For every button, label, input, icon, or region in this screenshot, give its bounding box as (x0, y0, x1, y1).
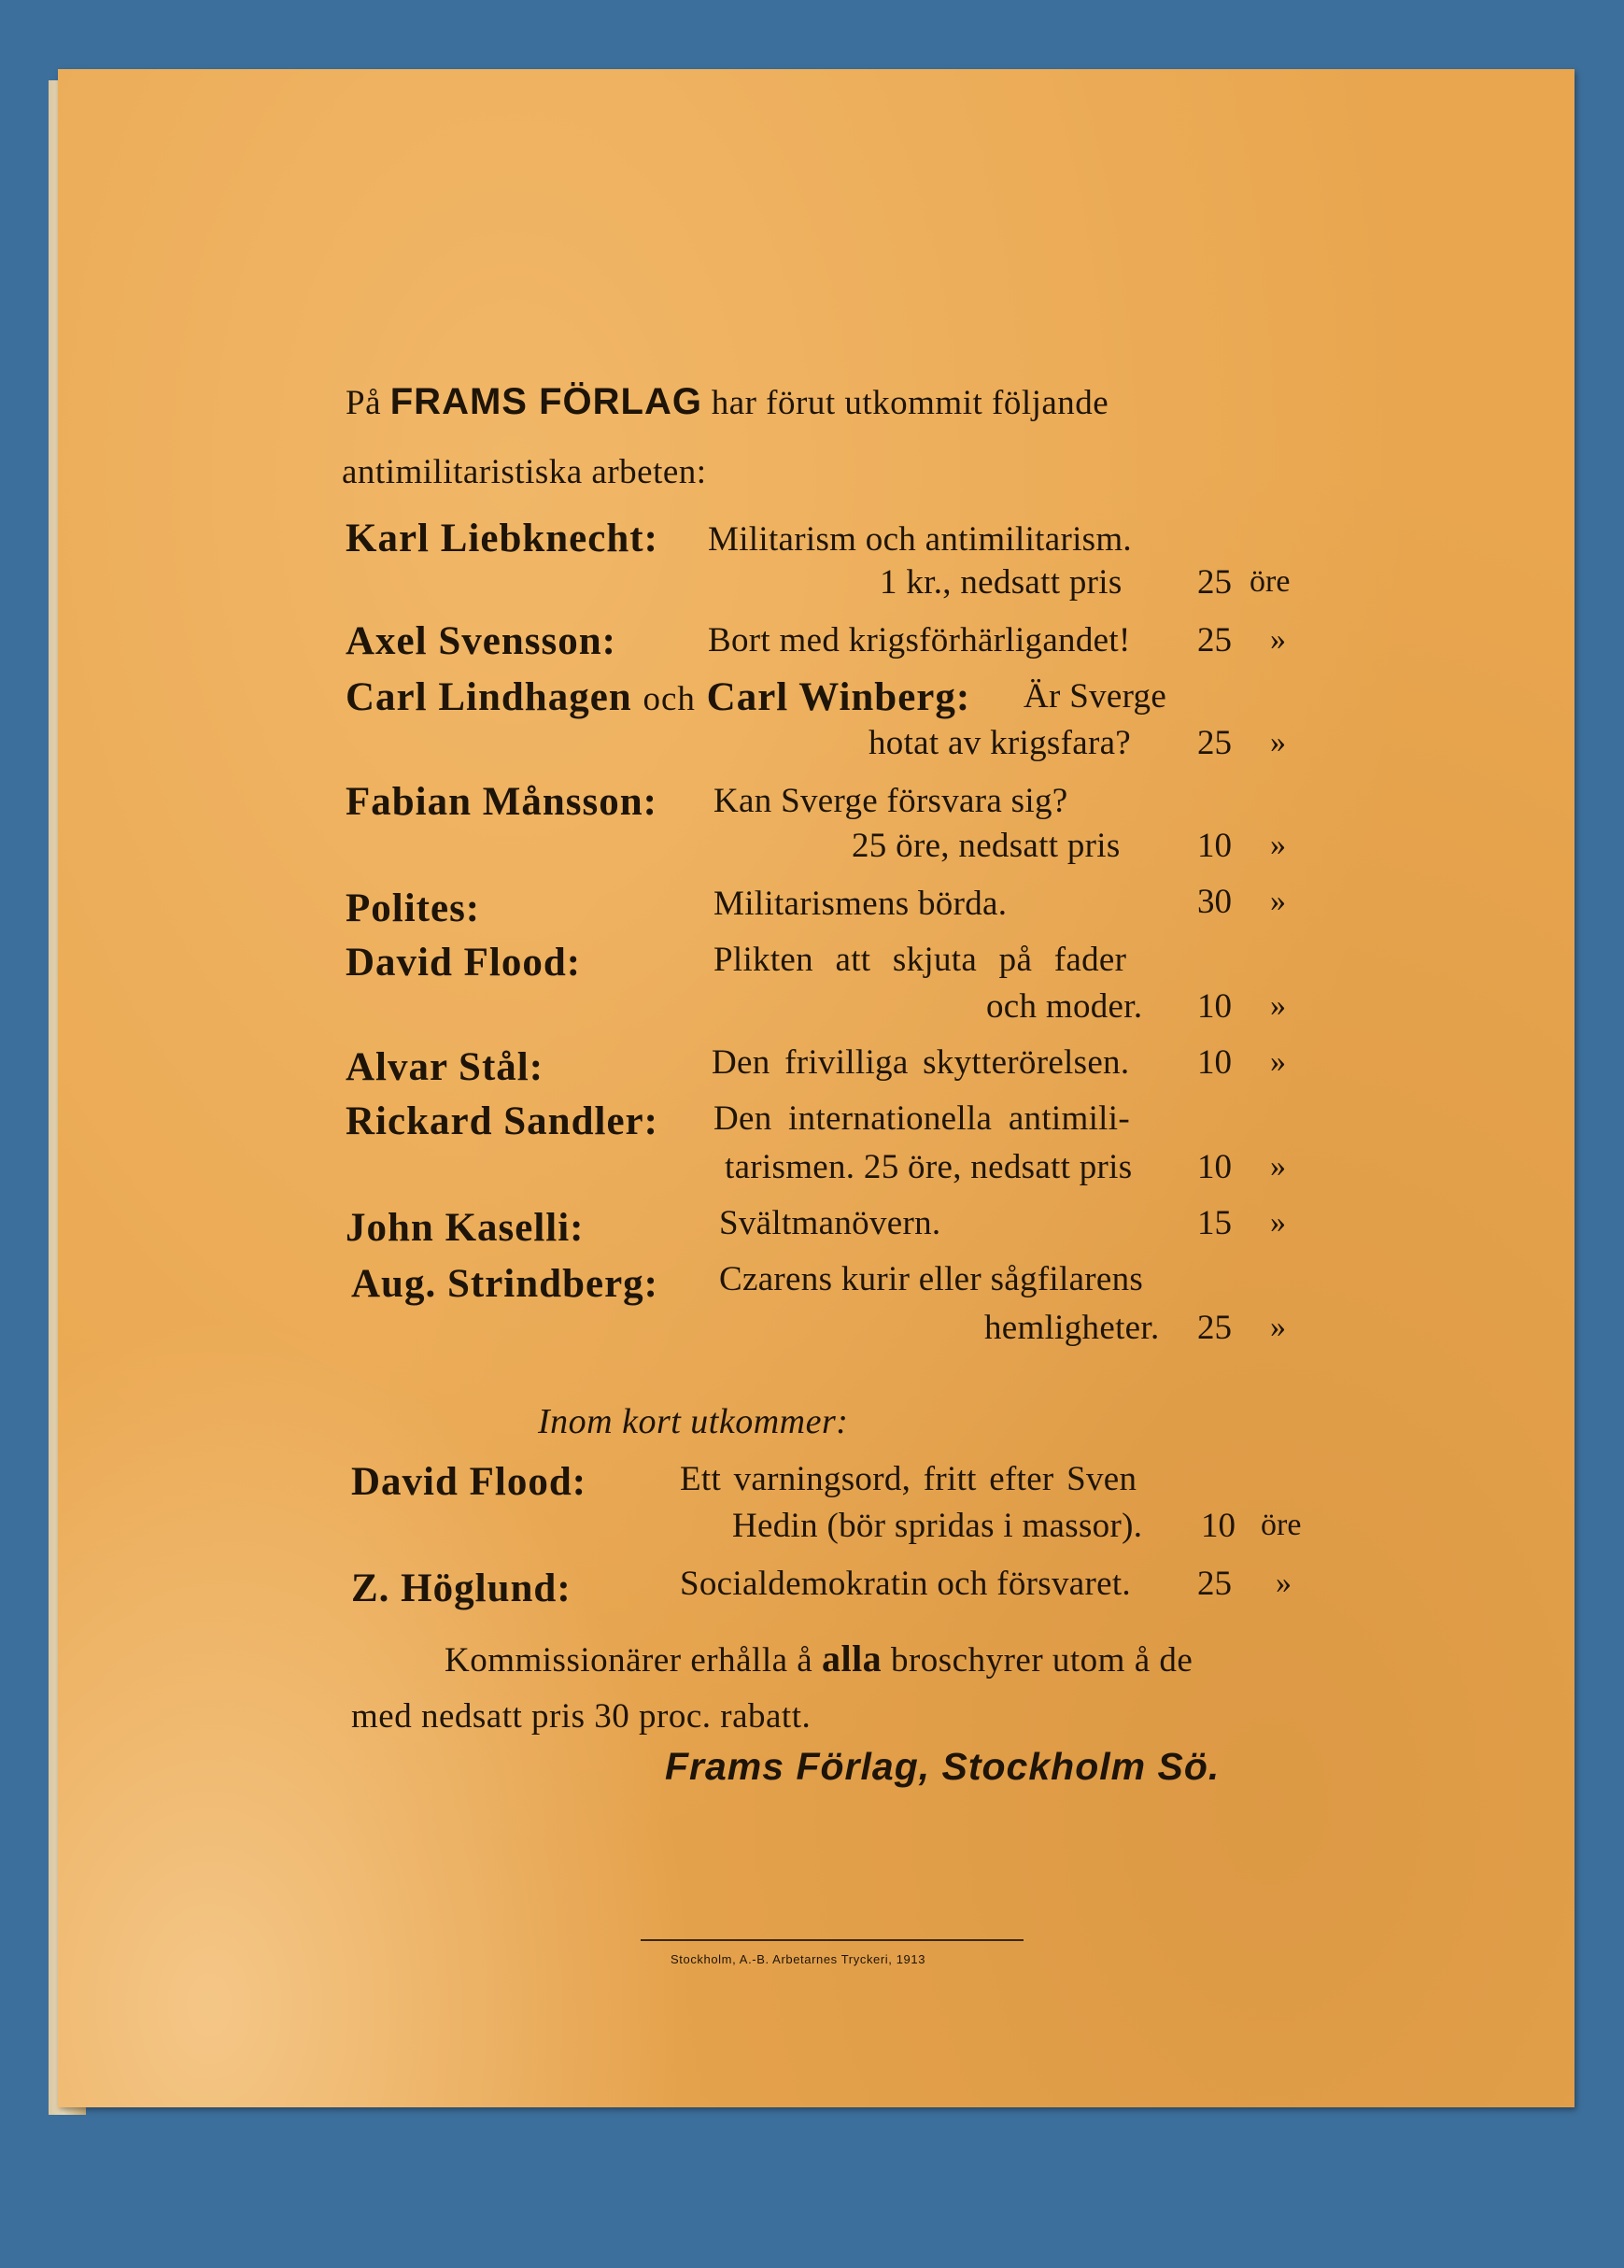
work-title-cont: och moder. (986, 987, 1143, 1026)
footer-rule (641, 1939, 1024, 1941)
price-unit: öre (1261, 1508, 1302, 1542)
publisher-signature: Frams Förlag, Stockholm Sö. (665, 1745, 1221, 1788)
printer-imprint: Stockholm, A.-B. Arbetarnes Tryckeri, 1913 (671, 1952, 926, 1966)
author-name: Axel Svensson: (346, 619, 616, 663)
work-price: 25 (1197, 563, 1232, 602)
work-title: Bort med krigsförhärligandet! (708, 621, 1131, 659)
commission-line-1 (351, 1631, 1313, 1689)
author-name: David Flood: (351, 1460, 587, 1504)
work-price: 10 (1197, 827, 1232, 865)
work-price: 25 (1197, 1565, 1232, 1603)
author-joiner: och (643, 680, 696, 718)
price-unit: » (1276, 1566, 1292, 1600)
work-title: Kan Sverge försvara sig? (713, 782, 1068, 820)
work-title: Socialdemokratin och försvaret. (680, 1565, 1131, 1603)
commission-text-1: Kommissionärer erhålla å (445, 1641, 813, 1680)
work-price: 10 (1197, 1148, 1232, 1186)
work-title: Den frivilliga skytterörelsen. (712, 1043, 1130, 1082)
work-title: Svältmanövern. (719, 1204, 941, 1242)
work-title: Militarism och antimilitarism. (708, 520, 1132, 559)
author-name-2: Carl Winberg: (706, 675, 971, 719)
work-price: 10 (1197, 987, 1232, 1026)
author-name: David Flood: (346, 941, 582, 985)
work-title-cont: 1 kr., nedsatt pris (880, 563, 1123, 602)
price-unit: » (1270, 1149, 1286, 1184)
work-price: 10 (1197, 1043, 1232, 1082)
price-unit: » (1270, 1044, 1286, 1079)
author-name: John Kaselli: (346, 1206, 585, 1250)
commission-text-2: broschyrer utom å de (890, 1641, 1193, 1680)
price-unit: » (1270, 1205, 1286, 1240)
intro-line (346, 383, 1317, 420)
work-title: Ett varningsord, fritt efter Sven (680, 1460, 1137, 1498)
author-name-1: Carl Lindhagen (346, 675, 632, 719)
work-price: 30 (1197, 883, 1232, 921)
work-title: Czarens kurir eller sågfilarens (719, 1260, 1144, 1298)
author-name: Fabian Månsson: (346, 780, 657, 824)
work-price: 25 (1197, 1309, 1232, 1347)
author-name: Rickard Sandler: (346, 1099, 658, 1143)
price-unit: » (1270, 884, 1286, 918)
work-title: Plikten att skjuta på fader (713, 941, 1127, 979)
author-name: Aug. Strindberg: (351, 1262, 658, 1306)
work-title-cont: hotat av krigsfara? (868, 724, 1132, 762)
intro-prefix: På (346, 384, 381, 422)
work-price: 10 (1201, 1507, 1236, 1545)
author-name: Z. Höglund: (351, 1566, 572, 1610)
work-price: 15 (1197, 1204, 1232, 1242)
work-title-cont: Hedin (bör spridas i massor). (732, 1507, 1143, 1545)
price-unit: » (1270, 1310, 1286, 1344)
author-name (346, 674, 970, 720)
publisher-brand: FRAMS FÖRLAG (389, 381, 702, 422)
work-title: Den internationella antimili- (713, 1099, 1130, 1138)
work-price: 25 (1197, 724, 1232, 762)
price-unit: » (1270, 988, 1286, 1023)
author-name: Karl Liebknecht: (346, 517, 658, 560)
price-unit: » (1270, 828, 1286, 862)
back-cover-page (58, 69, 1575, 2107)
work-title: Militarismens börda. (713, 885, 1008, 923)
price-unit: öre (1250, 564, 1291, 599)
work-title: Är Sverge (1024, 677, 1167, 716)
work-price: 25 (1197, 621, 1232, 659)
upcoming-heading: Inom kort utkommer: (538, 1402, 849, 1441)
commission-note (351, 1631, 1313, 1745)
intro-line-2: antimilitaristiska arbeten: (342, 453, 707, 491)
commission-line-2: med nedsatt pris 30 proc. rabatt. (351, 1697, 812, 1736)
author-name: Polites: (346, 886, 481, 930)
work-title-cont: 25 öre, nedsatt pris (852, 827, 1121, 865)
author-name: Alvar Stål: (346, 1045, 544, 1089)
price-unit: » (1270, 622, 1286, 657)
intro-rest: har förut utkommit följande (711, 384, 1109, 422)
work-title-cont: hemligheter. (984, 1309, 1160, 1347)
work-title-cont: tarismen. 25 öre, nedsatt pris (725, 1148, 1133, 1186)
commission-emphasis: alla (821, 1637, 883, 1680)
price-unit: » (1270, 725, 1286, 759)
